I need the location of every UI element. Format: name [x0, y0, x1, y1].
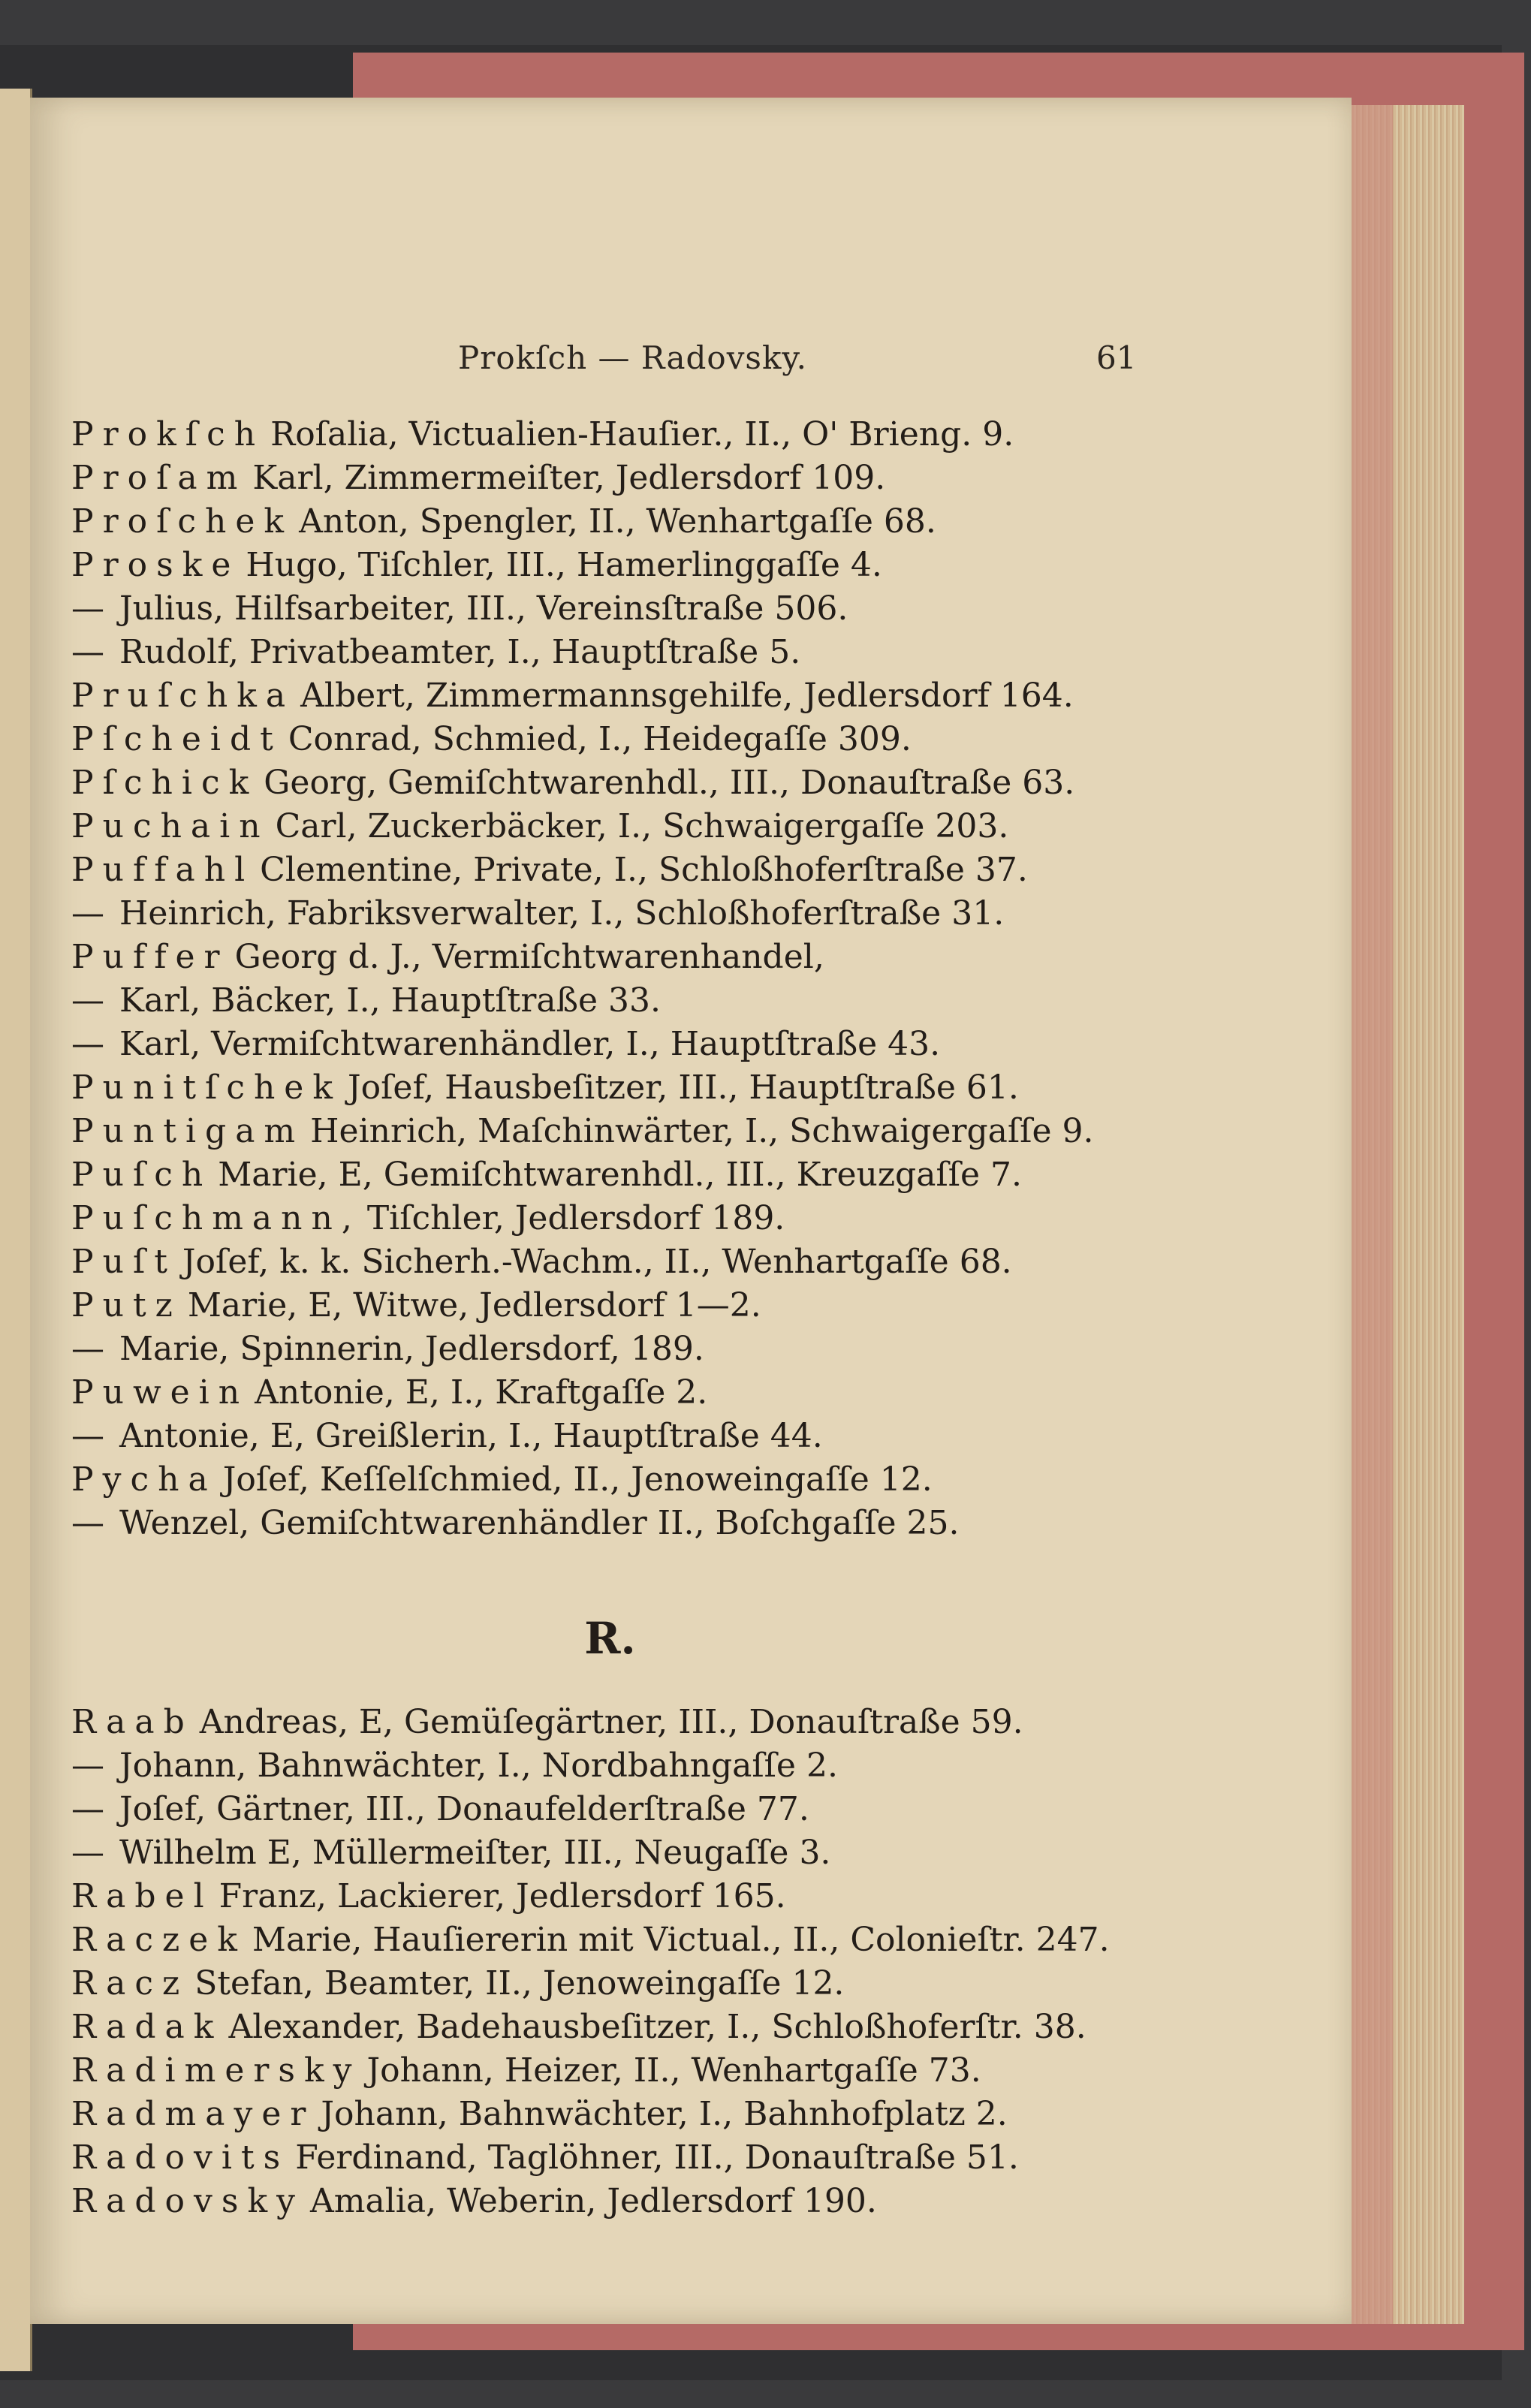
entry-details: Marie, E, Gemiſchtwarenhdl., III., Kreuzgaſſe 7.	[218, 1156, 1023, 1194]
entry-surname: Prokſch	[71, 415, 265, 454]
entry-surname: —	[71, 981, 113, 1020]
entry-details: Ferdinand, Taglöhner, III., Donauſtraße 51.	[295, 2138, 1019, 2177]
entry-surname: Proſchek	[71, 502, 294, 541]
directory-entries-p	[71, 413, 1183, 1545]
directory-entry	[71, 631, 1183, 674]
entry-details: Marie, Spinnerin, Jedlersdorf, 189.	[119, 1330, 704, 1368]
entry-details: Roſalia, Victualien-Hauſier., II., O' Brieng. 9.	[270, 415, 1014, 454]
entry-details: Wilhelm E, Müllermeiſter, III., Neugaſſe 3.	[119, 1834, 831, 1872]
directory-entry	[71, 1831, 1183, 1875]
entry-details: Marie, E, Witwe, Jedlersdorf 1—2.	[187, 1286, 761, 1325]
entry-details: Anton, Spengler, II., Wenhartgaſſe 68.	[299, 502, 936, 541]
directory-entry	[71, 500, 1183, 544]
entry-surname: —	[71, 1330, 113, 1368]
entry-details: Antonie, E, Greißlerin, I., Hauptſtraße 44.	[119, 1417, 823, 1455]
entry-details: Julius, Hilfsarbeiter, III., Vereinsſtraße 506.	[119, 589, 848, 628]
entry-surname: Puſt	[71, 1243, 176, 1281]
entry-surname: —	[71, 1834, 113, 1872]
directory-entry	[71, 892, 1183, 936]
directory-entry	[71, 2093, 1183, 2136]
entry-details: Andreas, E, Gemüſegärtner, III., Donauſtraße 59.	[199, 1703, 1023, 1741]
entry-surname: Puffahl	[71, 851, 255, 889]
directory-entry	[71, 674, 1183, 718]
entry-surname: Radak	[71, 2008, 223, 2046]
running-head: Prokſch — Radovsky.	[458, 339, 807, 376]
entry-surname: Proſam	[71, 459, 247, 497]
directory-entry	[71, 2136, 1183, 2180]
directory-entry	[71, 1153, 1183, 1197]
entry-details: Clementine, Private, I., Schloßhoferſtraße 37.	[260, 851, 1028, 889]
entry-details: Joſef, Gärtner, III., Donaufelderſtraße 77.	[119, 1790, 809, 1828]
entry-details: Antonie, E, I., Kraftgaſſe 2.	[255, 1373, 708, 1412]
entry-details: Karl, Bäcker, I., Hauptſtraße 33.	[119, 981, 662, 1020]
entry-details: Alexander, Badehausbeſitzer, I., Schloßhoferſtr. 38.	[228, 2008, 1086, 2046]
directory-entry	[71, 718, 1183, 761]
directory-entry	[71, 2049, 1183, 2093]
entry-surname: —	[71, 894, 113, 933]
directory-entry	[71, 1240, 1183, 1284]
entry-surname: Raab	[71, 1703, 194, 1741]
directory-entry	[71, 1066, 1183, 1110]
entry-surname: Puwein	[71, 1373, 249, 1412]
directory-entry	[71, 805, 1183, 848]
entry-surname: Pycha	[71, 1460, 217, 1499]
entry-surname: Racz	[71, 1964, 189, 2003]
entry-surname: —	[71, 633, 113, 671]
entry-surname: Puntigam	[71, 1112, 305, 1150]
entry-surname: Pruſchka	[71, 677, 295, 715]
entry-surname: Rabel	[71, 1877, 213, 1915]
book-page	[30, 98, 1352, 2324]
entry-details: Joſef, k. k. Sicherh.-Wachm., II., Wenhartgaſſe 68.	[182, 1243, 1012, 1281]
directory-entry	[71, 1701, 1183, 1744]
directory-entry	[71, 1458, 1183, 1502]
directory-entry	[71, 1962, 1183, 2006]
entry-details: Franz, Lackierer, Jedlersdorf 165.	[218, 1877, 786, 1915]
directory-entry	[71, 1371, 1183, 1415]
entry-details: Georg, Gemiſchtwarenhdl., III., Donauſtraße 63.	[264, 764, 1075, 802]
entry-details: Joſef, Keſſelſchmied, II., Jenoweingaſſe 12.	[222, 1460, 933, 1499]
entry-surname: Puſchmann,	[71, 1199, 361, 1237]
page-header	[30, 339, 1352, 384]
directory-entry	[71, 2006, 1183, 2049]
entry-details: Rudolf, Privatbeamter, I., Hauptſtraße 5.	[119, 633, 801, 671]
entry-surname: Radimersky	[71, 2051, 361, 2090]
entry-details: Marie, Hauſiererin mit Victual., II., Colonieſtr. 247.	[252, 1921, 1110, 1959]
directory-entry	[71, 1023, 1183, 1066]
entry-surname: —	[71, 1504, 113, 1542]
entry-details: Wenzel, Gemiſchtwarenhändler II., Boſchgaſſe 25.	[119, 1504, 960, 1542]
directory-entry	[71, 1284, 1183, 1328]
entry-surname: —	[71, 1790, 113, 1828]
directory-entry	[71, 2180, 1183, 2223]
entry-surname: Radmayer	[71, 2095, 315, 2133]
entry-surname: Puſch	[71, 1156, 212, 1194]
page-number: 61	[1096, 339, 1137, 376]
directory-entries-r	[71, 1701, 1183, 2223]
section-heading: R.	[584, 1613, 636, 1664]
entry-details: Stefan, Beamter, II., Jenoweingaſſe 12.	[194, 1964, 845, 2003]
entry-details: Carl, Zuckerbäcker, I., Schwaigergaſſe 203.	[275, 807, 1009, 845]
entry-details: Karl, Zimmermeiſter, Jedlersdorf 109.	[252, 459, 886, 497]
entry-details: Tiſchler, Jedlersdorf 189.	[366, 1199, 785, 1237]
entry-details: Heinrich, Fabriksverwalter, I., Schloßhoferſtraße 31.	[119, 894, 1005, 933]
directory-entry	[71, 544, 1183, 587]
entry-surname: Putz	[71, 1286, 182, 1325]
entry-details: Johann, Bahnwächter, I., Bahnhofplatz 2.	[321, 2095, 1008, 2133]
directory-entry	[71, 1197, 1183, 1240]
directory-entry	[71, 457, 1183, 500]
entry-surname: —	[71, 1746, 113, 1785]
directory-entry	[71, 1788, 1183, 1831]
entry-details: Amalia, Weberin, Jedlersdorf 190.	[309, 2182, 877, 2220]
directory-entry	[71, 761, 1183, 805]
directory-entry	[71, 1328, 1183, 1371]
entry-details: Karl, Vermiſchtwarenhändler, I., Hauptſtraße 43.	[119, 1025, 941, 1063]
facing-page-edge	[0, 89, 32, 2371]
entry-details: Conrad, Schmied, I., Heidegaſſe 309.	[288, 720, 912, 758]
directory-entry	[71, 1744, 1183, 1788]
entry-surname: Proske	[71, 546, 240, 584]
entry-details: Albert, Zimmermannsgehilfe, Jedlersdorf 164.	[300, 677, 1074, 715]
entry-surname: Puffer	[71, 938, 229, 976]
entry-surname: —	[71, 1417, 113, 1455]
entry-details: Johann, Heizer, II., Wenhartgaſſe 73.	[366, 2051, 981, 2090]
directory-entry	[71, 979, 1183, 1023]
entry-surname: Pſchick	[71, 764, 258, 802]
entry-surname: Radovsky	[71, 2182, 304, 2220]
entry-surname: Radovits	[71, 2138, 290, 2177]
directory-entry	[71, 1110, 1183, 1153]
directory-entry	[71, 587, 1183, 631]
entry-surname: —	[71, 1025, 113, 1063]
directory-entry	[71, 1502, 1183, 1545]
entry-details: Heinrich, Maſchinwärter, I., Schwaigergaſſe 9.	[310, 1112, 1094, 1150]
directory-entry	[71, 936, 1183, 979]
entry-surname: Pſcheidt	[71, 720, 282, 758]
directory-entry	[71, 1875, 1183, 1918]
entry-details: Joſef, Hausbeſitzer, III., Hauptſtraße 61.	[348, 1068, 1019, 1107]
directory-entry	[71, 848, 1183, 892]
entry-details: Georg d. J., Vermiſchtwarenhandel,	[234, 938, 824, 976]
directory-entry	[71, 413, 1183, 457]
directory-entry	[71, 1918, 1183, 1962]
page-stack-red-edge	[1352, 105, 1393, 2324]
entry-details: Johann, Bahnwächter, I., Nordbahngaſſe 2.	[119, 1746, 838, 1785]
entry-surname: —	[71, 589, 113, 628]
entry-surname: Punitſchek	[71, 1068, 342, 1107]
entry-surname: Puchain	[71, 807, 270, 845]
entry-surname: Raczek	[71, 1921, 246, 1959]
entry-details: Hugo, Tiſchler, III., Hamerlinggaſſe 4.	[246, 546, 882, 584]
directory-entry	[71, 1415, 1183, 1458]
